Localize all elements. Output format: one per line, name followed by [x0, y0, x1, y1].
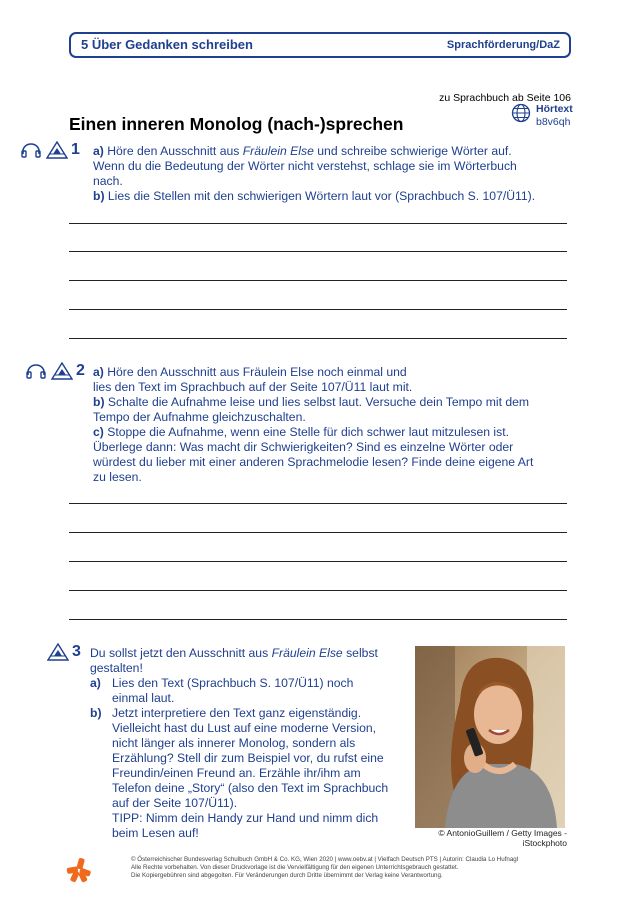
task3-icons [47, 643, 81, 661]
task3-intro-italic: Fräulein Else [271, 646, 343, 660]
footer-copyright [131, 856, 571, 880]
task3-b-line: beim Lesen auf! [112, 826, 199, 840]
woman-phone-photo [415, 646, 565, 828]
photo-credit [410, 828, 567, 848]
task2-icons [25, 362, 85, 380]
task1-b-text: Lies die Stellen mit den schwierigen Wörtern laut vor (Sprachbuch S. 107/Ü11). [104, 189, 536, 203]
task2-a-line2: lies den Text im Sprachbuch auf der Seite 107/Ü11 laut mit. [93, 380, 413, 394]
task3-a-line1: Lies den Text (Sprachbuch S. 107/Ü11) noch [112, 676, 354, 690]
task3-number: 3 [72, 643, 81, 660]
task1-icons [20, 141, 80, 159]
task3-b-line: Vielleicht hast du Lust auf eine moderne Version, [112, 721, 377, 735]
publisher-logo-icon [66, 857, 92, 883]
difficulty-triangle-icon [46, 141, 68, 159]
writing-line[interactable] [69, 280, 567, 281]
task2-c-line3: würdest du lieber mit einer anderen Sprachmelodie lesen? Finde deine eigene Art [93, 455, 534, 469]
task3-b [90, 706, 408, 841]
writing-line[interactable] [69, 532, 567, 533]
page-title: Einen inneren Monolog (nach-)sprechen [69, 114, 404, 134]
task1-a-text-end: und schreibe schwierige Wörter auf. [313, 144, 512, 158]
difficulty-triangle-icon [51, 362, 73, 380]
task2-c-line1: Stoppe die Aufnahme, wenn eine Stelle für dich schwer laut mitzulesen ist. [103, 425, 509, 439]
task2-b-label: b) [93, 395, 105, 409]
task2-a-label: a) [93, 365, 104, 379]
photo-credit-line2: iStockphoto [522, 838, 567, 848]
writing-line[interactable] [69, 503, 567, 504]
task3-b-line: TIPP: Nimm dein Handy zur Hand und nimm dich [112, 811, 379, 825]
footer-line3: Die Kopiergebühren sind abgegolten. Für Veränderungen durch Dritte übernimmt der Verlag keine Verantwortung. [131, 872, 443, 879]
task3-b-line: auf der Seite 107/Ü11). [112, 796, 238, 810]
subject-label: Sprachförderung/DaZ [446, 39, 560, 51]
chapter-header [69, 32, 571, 58]
task3-intro-line2: gestalten! [90, 661, 143, 675]
writing-line[interactable] [69, 590, 567, 591]
headphones-icon [20, 142, 42, 158]
task1-b-label: b) [93, 189, 105, 203]
task3-intro-end: selbst [342, 646, 378, 660]
task3-b-line: Jetzt interpretiere den Text ganz eigenständig. [112, 706, 362, 720]
task2-c-label: c) [93, 425, 104, 439]
globe-icon[interactable] [511, 103, 531, 123]
chapter-title: 5 Über Gedanken schreiben [81, 37, 253, 52]
task3-b-line: nicht länger als innerer Monolog, sondern als [112, 736, 356, 750]
writing-line[interactable] [69, 309, 567, 310]
photo-credit-line1: © AntonioGuillem / Getty Images - [438, 828, 567, 838]
task2-b-line2: Tempo der Aufnahme gleichzuschalten. [93, 410, 306, 424]
task1-a-line3: nach. [93, 174, 123, 188]
task3-b-line: Freundin/einen Freund an. Erzähle ihr/ihm am [112, 766, 361, 780]
headphones-icon [25, 363, 47, 379]
task2-c-line2: Überlege dann: Was macht dir Schwierigkeiten? Sind es einzelne Wörter oder [93, 440, 514, 454]
hoertext-code: b8v6qh [536, 116, 571, 128]
hoertext-label[interactable]: Hörtext [536, 103, 573, 115]
task1-a-text: Höre den Ausschnitt aus [103, 144, 243, 158]
task3-b-line: Telefon deine „Story“ (also den Text im Sprachbuch [112, 781, 389, 795]
footer-line1: © Österreichischer Bundesverlag Schulbuch GmbH & Co. KG, Wien 2020 | www.oebv.at | Vielfach Deutsch PTS | Autorin: Claudia Lo Hufnagl [131, 856, 519, 863]
task3-a-line2: einmal laut. [112, 691, 175, 705]
task3-b-label: b) [90, 706, 102, 720]
task2-a-line1: Höre den Ausschnitt aus Fräulein Else noch einmal und [103, 365, 407, 379]
task3-a-label: a) [90, 676, 101, 690]
writing-line[interactable] [69, 251, 567, 252]
task1-text [93, 144, 573, 204]
task2-text [93, 365, 573, 485]
writing-line[interactable] [69, 338, 567, 339]
difficulty-triangle-icon [47, 643, 69, 661]
writing-line[interactable] [69, 619, 567, 620]
task2-number: 2 [76, 362, 85, 379]
writing-line[interactable] [69, 223, 567, 224]
task3-intro: Du sollst jetzt den Ausschnitt aus [90, 646, 272, 660]
task1-a-line2: Wenn du die Bedeutung der Wörter nicht verstehst, schlage sie im Wörterbuch [93, 159, 517, 173]
textbook-reference: zu Sprachbuch ab Seite 106 [439, 92, 571, 104]
task1-number: 1 [71, 141, 80, 158]
task2-c-line4: zu lesen. [93, 470, 142, 484]
writing-line[interactable] [69, 561, 567, 562]
task2-b-line1: Schalte die Aufnahme leise und lies selbst laut. Versuche dein Tempo mit dem [104, 395, 530, 409]
task3-a [90, 676, 408, 706]
task1-a-label: a) [93, 144, 104, 158]
task3-text [90, 646, 408, 841]
task3-b-line: Erzählung? Stell dir zum Beispiel vor, du rufst eine [112, 751, 384, 765]
task1-a-italic: Fräulein Else [242, 144, 314, 158]
footer-line2: Alle Rechte vorbehalten. Von dieser Druckvorlage ist die Vervielfältigung für den eigenen Unterrichtsgebrauch gestattet. [131, 864, 459, 871]
